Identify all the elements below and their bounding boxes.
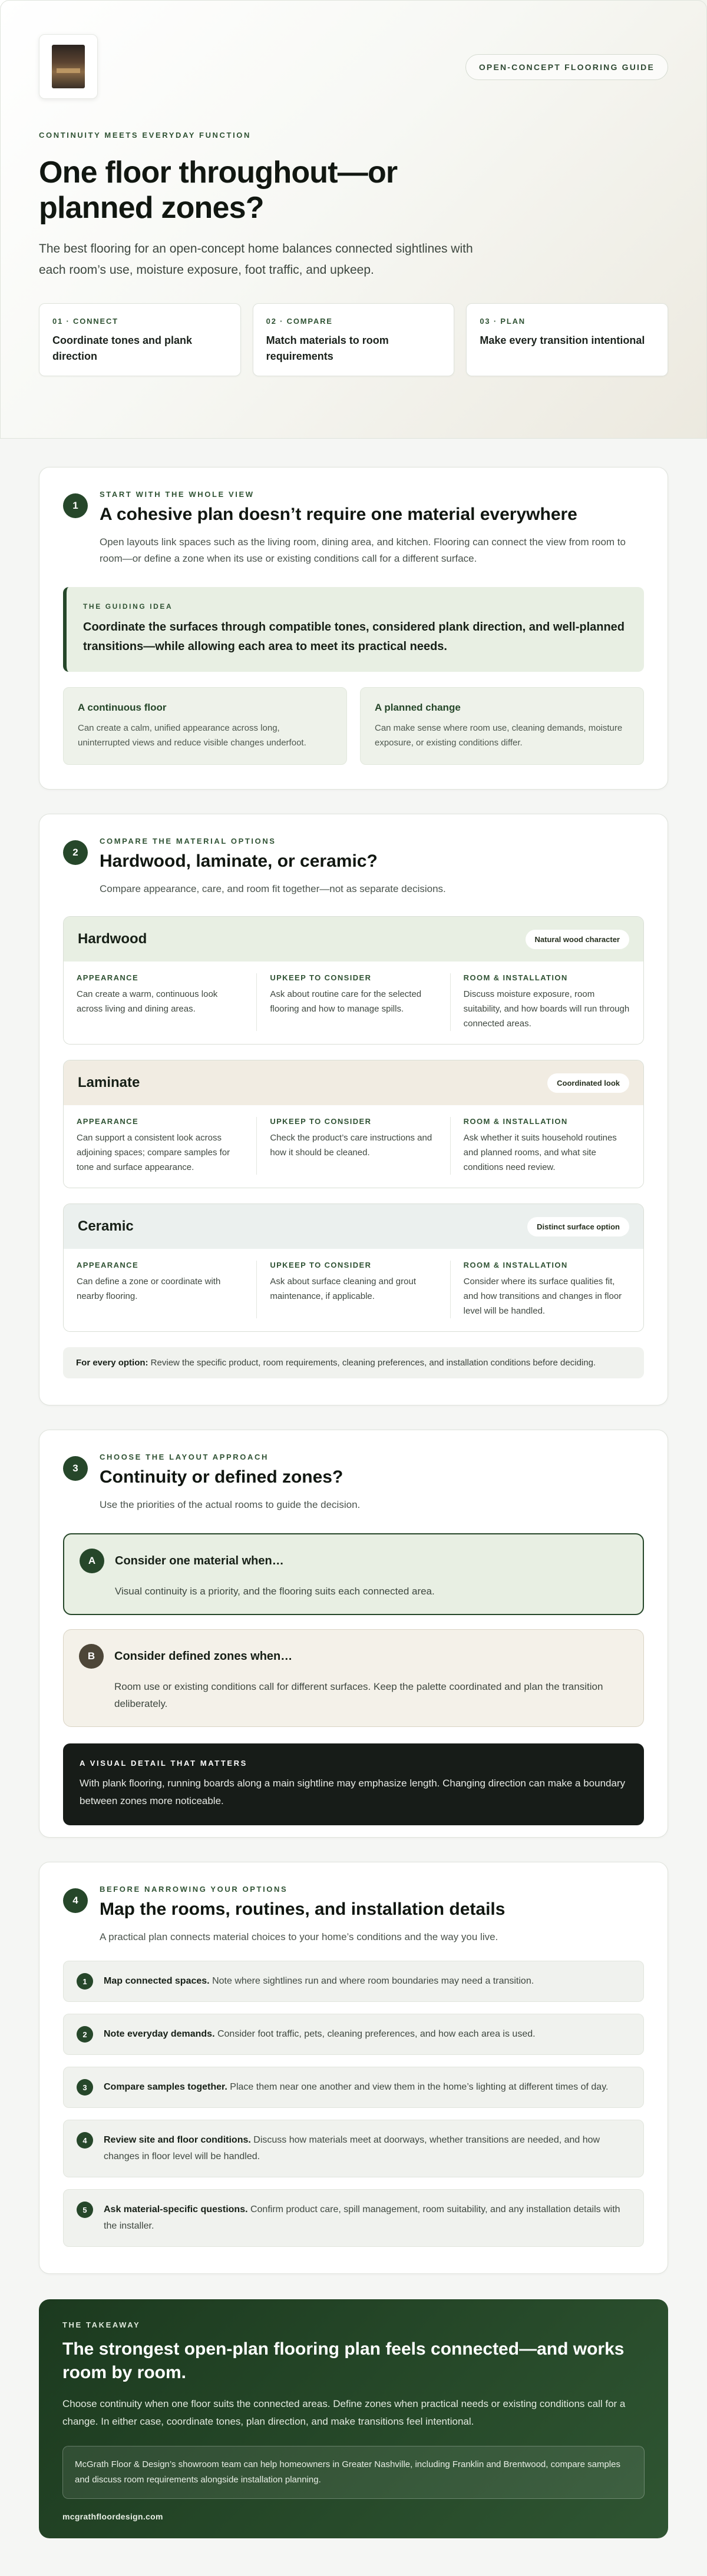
- upkeep-column: [257, 1261, 450, 1318]
- option-text: Room use or existing conditions call for different surfaces. Keep the palette coordinated and plan the transition deliberately.: [114, 1681, 603, 1709]
- material-header: [64, 1204, 643, 1249]
- step-detail: Note where sightlines run and where room boundaries may need a transition.: [209, 1976, 534, 1986]
- column-text: Ask whether it suits household routines and planned rooms, and what site conditions need review.: [463, 1133, 617, 1172]
- column-text: Can support a consistent look across adjoining spaces; compare samples for tone and surface appearance.: [77, 1133, 230, 1172]
- column-text: Ask about surface cleaning and grout maintenance, if applicable.: [270, 1277, 416, 1301]
- section-title: A cohesive plan doesn’t require one material everywhere: [100, 505, 577, 524]
- step-text: [104, 2202, 630, 2234]
- option-defined-zones: [63, 1629, 644, 1727]
- hero-lede: The best flooring for an open-concept home balances connected sightlines with each room’s use, moisture exposure, foot traffic, and upkeep.: [39, 242, 473, 277]
- step-detail: Consider foot traffic, pets, cleaning preferences, and how each area is used.: [214, 2029, 536, 2039]
- column-text: Can create a warm, continuous look across living and dining areas.: [77, 989, 218, 1014]
- card-planned-change: [360, 687, 644, 765]
- takeaway-text: Choose continuity when one floor suits the connected areas. Define zones when practical needs or existing conditions call for a change. In either case, coordinate tones, plan direction, and make transitions feel intentional.: [62, 2398, 626, 2427]
- option-text: Visual continuity is a priority, and the flooring suits each connected area.: [115, 1586, 435, 1597]
- card-desc: Can make sense where room use, cleaning demands, moisture exposure, or existing conditions differ.: [375, 723, 623, 748]
- step-number: 3: [77, 2079, 93, 2096]
- steps-list: [63, 1961, 644, 2247]
- material-card-hardwood: [63, 916, 644, 1045]
- column-text: Can define a zone or coordinate with nearby flooring.: [77, 1277, 221, 1301]
- section-eyebrow: START WITH THE WHOLE VIEW: [100, 490, 255, 499]
- material-details: [64, 1249, 643, 1331]
- material-name: Laminate: [78, 1075, 140, 1090]
- material-badge: Distinct surface option: [527, 1217, 629, 1236]
- material-name: Ceramic: [78, 1218, 134, 1234]
- step-label: Review site and floor conditions.: [104, 2135, 251, 2145]
- column-label: ROOM & INSTALLATION: [463, 1117, 568, 1126]
- callout-label: A VISUAL DETAIL THAT MATTERS: [80, 1759, 247, 1768]
- material-name: Hardwood: [78, 931, 147, 947]
- material-details: [64, 1105, 643, 1188]
- section-number: 3: [63, 1456, 88, 1481]
- hero-card-connect: [39, 303, 241, 376]
- step-detail: Place them near one another and view them in the home’s lighting at different times of day.: [227, 2082, 609, 2092]
- section-intro: A practical plan connects material choices to your home’s conditions and the way you live.: [100, 1931, 498, 1942]
- list-item: [63, 2067, 644, 2108]
- step-text: [104, 1973, 534, 1990]
- section-title: Continuity or defined zones?: [100, 1467, 343, 1487]
- option-one-material: [63, 1533, 644, 1615]
- step-detail: Confirm product care, spill management, room suitability, and any installation details with the installer.: [104, 2204, 620, 2231]
- step-text: [104, 2079, 608, 2096]
- option-cards: [63, 687, 644, 765]
- logo[interactable]: [39, 34, 98, 99]
- section-planning-checklist: [39, 1862, 668, 2274]
- section-eyebrow: CHOOSE THE LAYOUT APPROACH: [100, 1453, 269, 1461]
- column-label: UPKEEP TO CONSIDER: [270, 1261, 372, 1269]
- card-title: A continuous floor: [78, 702, 167, 713]
- section-header: [63, 1882, 644, 1945]
- material-card-ceramic: [63, 1204, 644, 1332]
- hero-card-title: Match materials to room requirements: [266, 334, 389, 362]
- hero-card-number: 01 · CONNECT: [52, 317, 118, 326]
- hero-card-number: 03 · PLAN: [480, 317, 526, 326]
- list-item: [63, 2014, 644, 2055]
- option-letter-badge: B: [79, 1644, 104, 1669]
- hero-card-number: 02 · COMPARE: [266, 317, 333, 326]
- callout-label: THE GUIDING IDEA: [83, 602, 173, 611]
- section-eyebrow: BEFORE NARROWING YOUR OPTIONS: [100, 1885, 288, 1894]
- card-title: A planned change: [375, 702, 461, 713]
- option-title: Consider defined zones when…: [114, 1649, 293, 1663]
- website-link[interactable]: mcgrathfloordesign.com: [62, 2512, 163, 2521]
- hero-cards: [39, 303, 668, 376]
- appearance-column: [64, 1117, 257, 1175]
- section-title: Hardwood, laminate, or ceramic?: [100, 851, 378, 871]
- callout-text: Coordinate the surfaces through compatible tones, considered plank direction, and well-planned transitions—while allowing each area to meet its practical needs.: [83, 621, 625, 653]
- column-label: APPEARANCE: [77, 1261, 139, 1269]
- option-title: Consider one material when…: [115, 1554, 284, 1567]
- column-text: Consider where its surface qualities fit, and how transitions and changes in floor level will be handled.: [463, 1277, 622, 1316]
- showroom-note: McGrath Floor & Design’s showroom team can help homeowners in Greater Nashville, including Franklin and Brentwood, compare samples and discuss room requirements alongside installation planning.: [62, 2446, 645, 2499]
- section-title: Map the rooms, routines, and installation details: [100, 1899, 506, 1919]
- step-number: 2: [77, 2026, 93, 2043]
- hero: [0, 0, 707, 439]
- option-header: [80, 1549, 627, 1573]
- visual-detail-callout: [63, 1743, 644, 1825]
- material-header: [64, 1060, 643, 1105]
- column-label: APPEARANCE: [77, 973, 139, 982]
- hero-card-compare: [253, 303, 455, 376]
- material-badge: Coordinated look: [547, 1073, 629, 1093]
- room-installation-column: [451, 973, 643, 1031]
- section-intro: Compare appearance, care, and room fit together—not as separate decisions.: [100, 883, 446, 894]
- step-label: Note everyday demands.: [104, 2029, 215, 2039]
- material-badge: Natural wood character: [526, 930, 630, 949]
- step-label: Compare samples together.: [104, 2082, 227, 2092]
- section-intro: Use the priorities of the actual rooms to guide the decision.: [100, 1499, 361, 1510]
- section-number: 4: [63, 1888, 88, 1913]
- list-item: [63, 1961, 644, 2002]
- step-text: [104, 2026, 536, 2043]
- section-header: [63, 1450, 644, 1513]
- card-continuous-floor: [63, 687, 347, 765]
- appearance-column: [64, 1261, 257, 1318]
- callout-text: With plank flooring, running boards along a main sightline may emphasize length. Changing direction can make a boundary between zones more noticeable.: [80, 1778, 626, 1806]
- step-text: [104, 2132, 630, 2165]
- note-text: Review the specific product, room requirements, cleaning preferences, and installation conditions before deciding.: [148, 1358, 596, 1368]
- takeaway-eyebrow: THE TAKEAWAY: [62, 2320, 141, 2329]
- hero-card-plan: [466, 303, 668, 376]
- option-header: [79, 1644, 628, 1669]
- section-materials: [39, 814, 668, 1405]
- page-title: One floor throughout—or planned zones?: [39, 155, 398, 225]
- column-label: APPEARANCE: [77, 1117, 139, 1126]
- upkeep-column: [257, 973, 450, 1031]
- note-label: For every option:: [76, 1358, 148, 1368]
- card-desc: Can create a calm, unified appearance across long, uninterrupted views and reduce visible changes underfoot.: [78, 723, 306, 748]
- list-item: [63, 2189, 644, 2247]
- column-text: Check the product’s care instructions and how it should be cleaned.: [270, 1133, 432, 1158]
- column-text: Ask about routine care for the selected flooring and how to manage spills.: [270, 989, 422, 1014]
- every-option-note: [63, 1347, 644, 1378]
- logo-photo-icon: [52, 45, 85, 88]
- step-label: Ask material-specific questions.: [104, 2204, 248, 2214]
- section-whole-view: [39, 467, 668, 790]
- appearance-column: [64, 973, 257, 1031]
- takeaway-title: The strongest open-plan flooring plan feels connected—and works room by room.: [62, 2339, 625, 2382]
- upkeep-column: [257, 1117, 450, 1175]
- step-number: 1: [77, 1973, 93, 1990]
- step-label: Map connected spaces.: [104, 1976, 210, 1986]
- material-details: [64, 962, 643, 1044]
- section-layout-approach: [39, 1430, 668, 1838]
- takeaway-panel: [39, 2299, 668, 2538]
- section-header: [63, 488, 644, 567]
- section-number: 1: [63, 493, 88, 518]
- column-label: ROOM & INSTALLATION: [463, 973, 568, 982]
- column-label: UPKEEP TO CONSIDER: [270, 1117, 372, 1126]
- section-eyebrow: COMPARE THE MATERIAL OPTIONS: [100, 837, 276, 846]
- material-card-laminate: [63, 1060, 644, 1188]
- step-detail: Discuss how materials meet at doorways, whether transitions are needed, and how changes in floor level will be handled.: [104, 2135, 600, 2161]
- guiding-idea-callout: [63, 587, 644, 672]
- option-letter-badge: A: [80, 1549, 104, 1573]
- hero-eyebrow: CONTINUITY MEETS EVERYDAY FUNCTION: [39, 131, 251, 140]
- guide-badge: OPEN-CONCEPT FLOORING GUIDE: [465, 54, 668, 80]
- material-header: [64, 917, 643, 962]
- column-label: UPKEEP TO CONSIDER: [270, 973, 372, 982]
- room-installation-column: [451, 1261, 643, 1318]
- step-number: 4: [77, 2132, 93, 2149]
- room-installation-column: [451, 1117, 643, 1175]
- hero-card-title: Coordinate tones and plank direction: [52, 334, 193, 362]
- hero-card-title: Make every transition intentional: [480, 334, 645, 346]
- section-header: [63, 834, 644, 897]
- section-number: 2: [63, 840, 88, 865]
- column-text: Discuss moisture exposure, room suitability, and how boards will run through connected areas.: [463, 989, 630, 1029]
- list-item: [63, 2120, 644, 2177]
- column-label: ROOM & INSTALLATION: [463, 1261, 568, 1269]
- step-number: 5: [77, 2202, 93, 2218]
- section-intro: Open layouts link spaces such as the living room, dining area, and kitchen. Flooring can connect the view from room to room—or define a zone when its use or existing conditions call for a different surface.: [100, 536, 626, 564]
